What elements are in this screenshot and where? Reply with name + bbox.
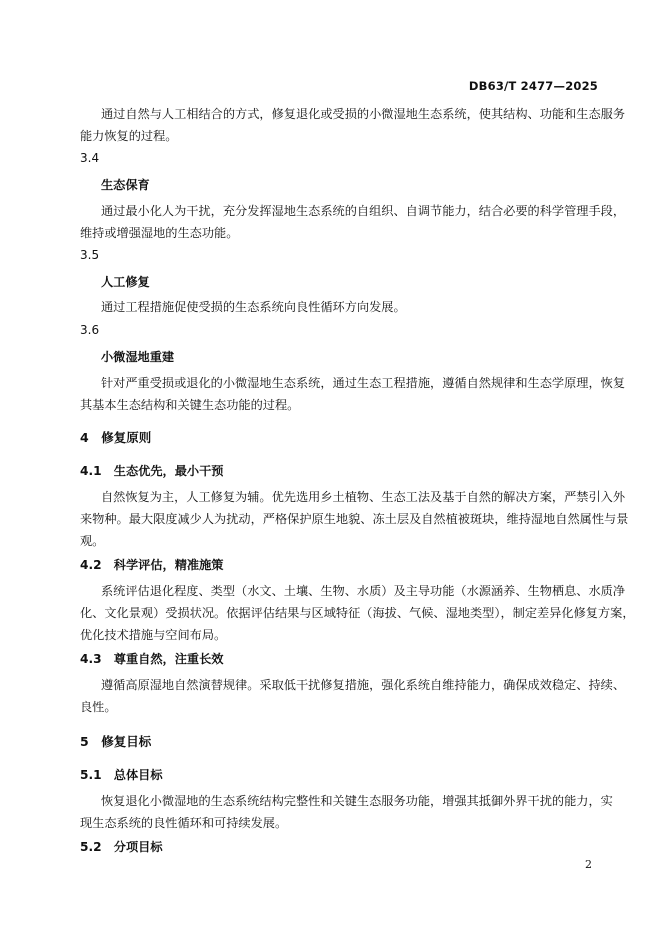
paragraph-line: 来物种。最大限度减少人为扰动，严格保护原生地貌、冻土层及自然植被斑块，维持湿地自然属性与景 [80,512,629,526]
paragraph-line: 针对严重受损或退化的小微湿地生态系统，通过生态工程措施，遵循自然规律和生态学原理，恢复 [101,376,626,390]
section-heading: 5.2 分项目标 [80,840,163,854]
section-heading: 4.2 科学评估，精准施策 [80,558,224,572]
paragraph-line: 优化技术措施与空间布局。 [80,628,227,642]
clause-number: 3.5 [80,248,100,262]
chapter-heading: 5 修复目标 [80,734,152,749]
section-heading: 4.3 尊重自然，注重长效 [80,652,224,666]
term-title: 生态保育 [101,178,150,192]
paragraph-line: 良性。 [80,700,117,714]
paragraph-line: 恢复退化小微湿地的生态系统结构完整性和关键生态服务功能，增强其抵御外界干扰的能力，实 [101,794,613,808]
paragraph-line: 现生态系统的良性循环和可持续发展。 [80,816,288,830]
paragraph-line: 通过自然与人工相结合的方式，修复退化或受损的小微湿地生态系统，使其结构、功能和生态服务 [101,107,626,121]
paragraph-line: 遵循高原湿地自然演替规律。采取低干扰修复措施，强化系统自维持能力，确保成效稳定、持续、 [101,678,626,692]
paragraph-line: 能力恢复的过程。 [80,129,178,143]
paragraph-line: 观。 [80,534,105,548]
term-title: 小微湿地重建 [101,350,175,364]
running-header: DB63/T 2477—2025 [468,79,598,93]
clause-number: 3.6 [80,323,100,337]
chapter-heading: 4 修复原则 [80,430,152,445]
paragraph-line: 自然恢复为主，人工修复为辅。优先选用乡土植物、生态工法及基于自然的解决方案，严禁引入外 [101,490,626,504]
section-heading: 4.1 生态优先，最小干预 [80,464,224,478]
paragraph-line: 通过最小化人为干扰，充分发挥湿地生态系统的自组织、自调节能力，结合必要的科学管理手段， [101,204,626,218]
section-heading: 5.1 总体目标 [80,768,163,782]
term-title: 人工修复 [101,275,150,289]
paragraph-line: 通过工程措施促使受损的生态系统向良性循环方向发展。 [101,300,406,314]
paragraph-line: 系统评估退化程度、类型（水文、土壤、生物、水质）及主导功能（水源涵养、生物栖息、水质净 [101,584,626,598]
paragraph-line: 维持或增强湿地的生态功能。 [80,226,239,240]
page-number: 2 [585,858,592,871]
clause-number: 3.4 [80,151,100,165]
paragraph-line: 化、文化景观）受损状况。依据评估结果与区域特征（海拔、气候、湿地类型），制定差异化修复方案， [80,606,635,620]
paragraph-line: 其基本生态结构和关键生态功能的过程。 [80,398,300,412]
